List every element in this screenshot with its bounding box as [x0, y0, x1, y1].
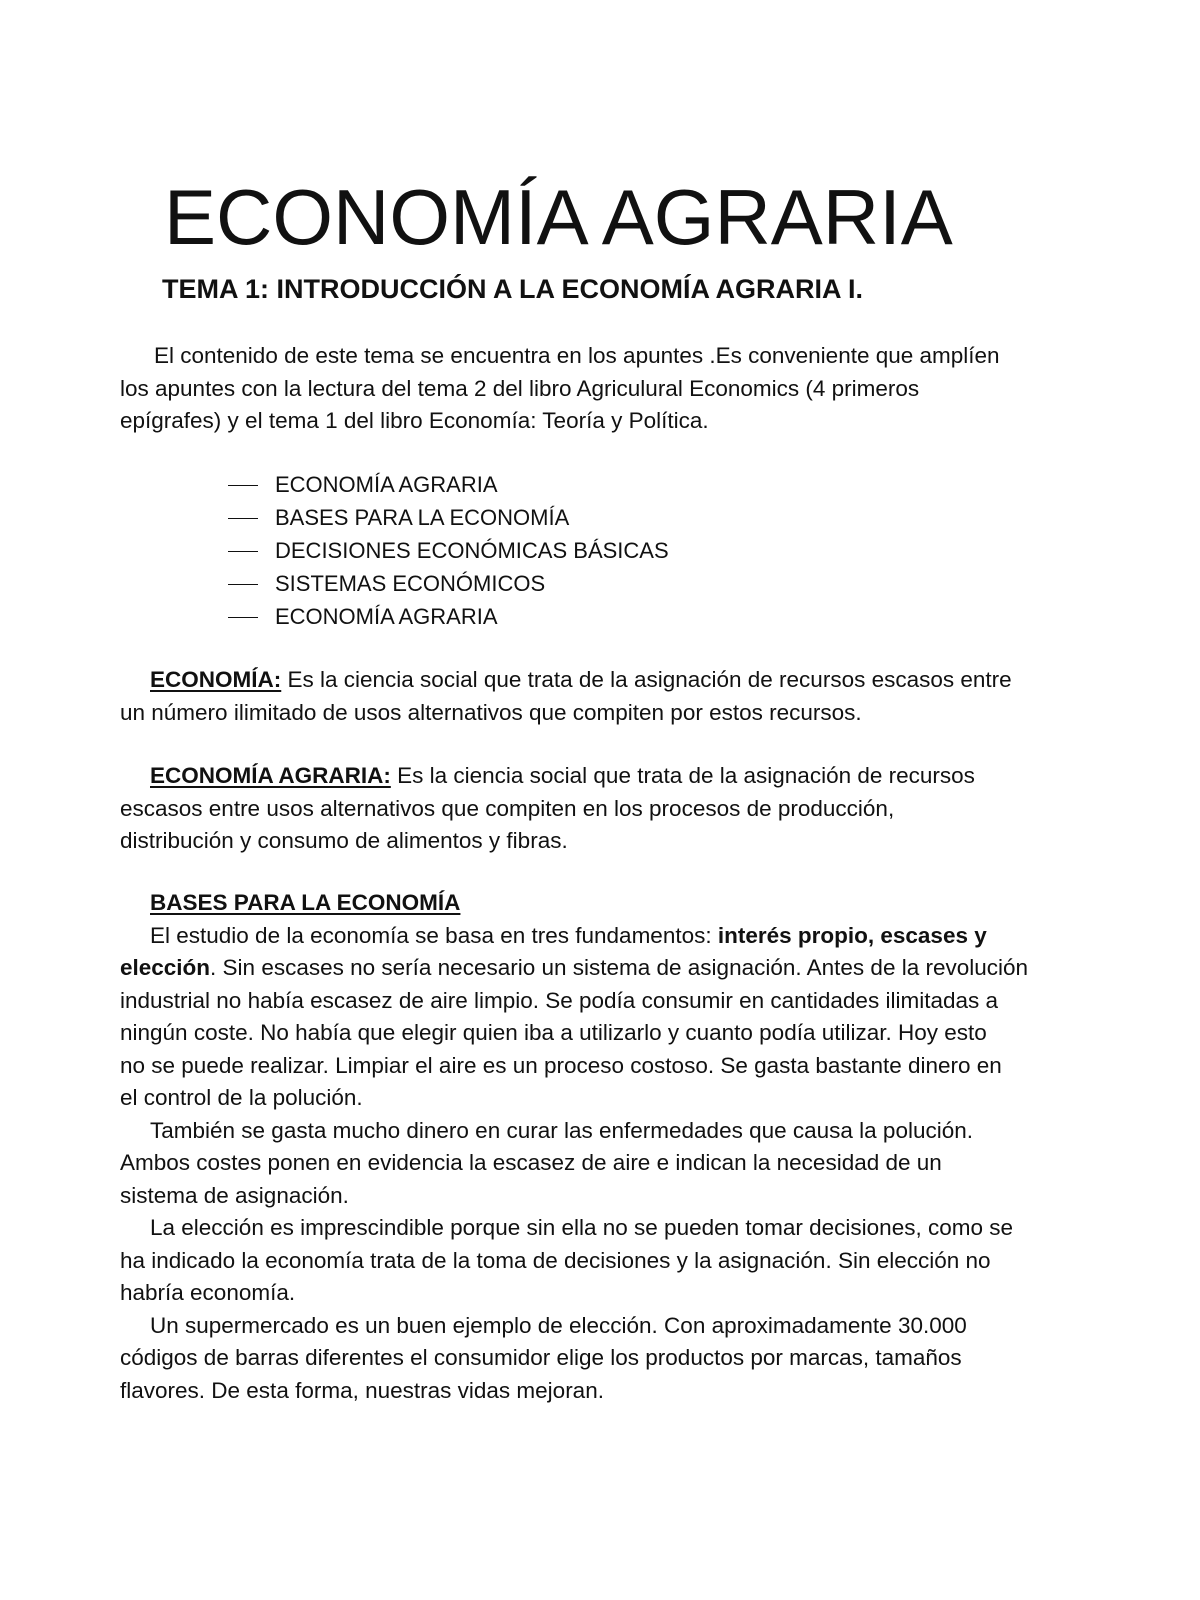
definition-line [120, 664, 1080, 697]
bold-text: interés propio, escases y [717, 922, 987, 948]
paragraph-line: industrial no había escasez de aire limpio. Se podía consumir en cantidades ilimitadas a [120, 987, 998, 1013]
outline-item [228, 567, 669, 600]
definition-text: Es la ciencia social que trata de la asignación de recursos [390, 763, 975, 788]
definition-line: escasos entre usos alternativos que compiten en los procesos de producción, [120, 795, 895, 821]
paragraph-line [120, 920, 1080, 953]
outline-item-label: BASES PARA LA ECONOMÍA [275, 505, 570, 530]
paragraph-text: El estudio de la economía se basa en tres fundamentos: [150, 922, 718, 948]
topic-outline-list [228, 468, 669, 633]
outline-item-label: DECISIONES ECONÓMICAS BÁSICAS [275, 538, 669, 563]
dash-bullet-icon [228, 485, 258, 486]
outline-item [228, 468, 669, 501]
intro-line: El contenido de este tema se encuentra en los apuntes .Es conveniente que amplíen [154, 343, 1000, 368]
document-subtitle: TEMA 1: INTRODUCCIÓN A LA ECONOMÍA AGRARIA I. [162, 274, 863, 304]
paragraph-line: La elección es imprescindible porque sin ella no se pueden tomar decisiones, como se [150, 1215, 1013, 1240]
dash-bullet-icon [228, 617, 258, 618]
paragraph-line: habría economía. [120, 1280, 296, 1305]
definition-term: ECONOMÍA AGRARIA: [150, 763, 391, 788]
paragraph-line: el control de la polución. [120, 1085, 363, 1110]
definition-line [120, 760, 1080, 793]
outline-item [228, 534, 669, 567]
bold-text: elección [120, 955, 211, 980]
intro-line: epígrafes) y el tema 1 del libro Economía: Teoría y Política. [120, 408, 709, 433]
paragraph-line: ha indicado la economía trata de la toma de decisiones y la asignación. Sin elección no [120, 1247, 991, 1273]
dash-bullet-icon [228, 518, 258, 519]
paragraph-line: códigos de barras diferentes el consumidor elige los productos por marcas, tamaños [120, 1345, 962, 1370]
paragraph-line: flavores. De esta forma, nuestras vidas mejoran. [120, 1377, 604, 1403]
paragraph-line: Ambos costes ponen en evidencia la escasez de aire e indican la necesidad de un [120, 1150, 942, 1175]
paragraph-line: Un supermercado es un buen ejemplo de elección. Con aproximadamente 30.000 [150, 1312, 967, 1338]
dash-bullet-icon [228, 584, 258, 585]
outline-item-label: ECONOMÍA AGRARIA [275, 604, 498, 629]
section-heading: BASES PARA LA ECONOMÍA [150, 890, 461, 915]
outline-item [228, 501, 669, 534]
paragraph-line: sistema de asignación. [120, 1182, 349, 1208]
dash-bullet-icon [228, 551, 258, 552]
definition-economia-agraria [120, 760, 1080, 858]
bases-section [120, 887, 1080, 1407]
definition-text: Es la ciencia social que trata de la asignación de recursos escasos entre [281, 667, 1012, 692]
paragraph-text: . Sin escases no sería necesario un sistema de asignación. Antes de la revolución [210, 955, 1029, 980]
paragraph-line: no se puede realizar. Limpiar el aire es un proceso costoso. Se gasta bastante dinero en [120, 1052, 1002, 1078]
document-title: ECONOMÍA AGRARIA [164, 173, 953, 261]
definition-term: ECONOMÍA: [150, 667, 282, 692]
definition-line: un número ilimitado de usos alternativos que compiten por estos recursos. [120, 699, 862, 725]
outline-item [228, 600, 669, 633]
definition-economia [120, 664, 1080, 729]
paragraph-line [120, 952, 1080, 985]
outline-item-label: ECONOMÍA AGRARIA [275, 472, 498, 497]
intro-line: los apuntes con la lectura del tema 2 del libro Agriculural Economics (4 primeros [120, 375, 920, 401]
outline-item-label: SISTEMAS ECONÓMICOS [275, 571, 546, 596]
paragraph-line: También se gasta mucho dinero en curar las enfermedades que causa la polución. [150, 1117, 973, 1143]
definition-line: distribución y consumo de alimentos y fibras. [120, 828, 568, 853]
intro-paragraph [120, 340, 1080, 438]
paragraph-line: ningún coste. No había que elegir quien iba a utilizarlo y cuanto podía utilizar. Hoy esto [120, 1020, 987, 1045]
